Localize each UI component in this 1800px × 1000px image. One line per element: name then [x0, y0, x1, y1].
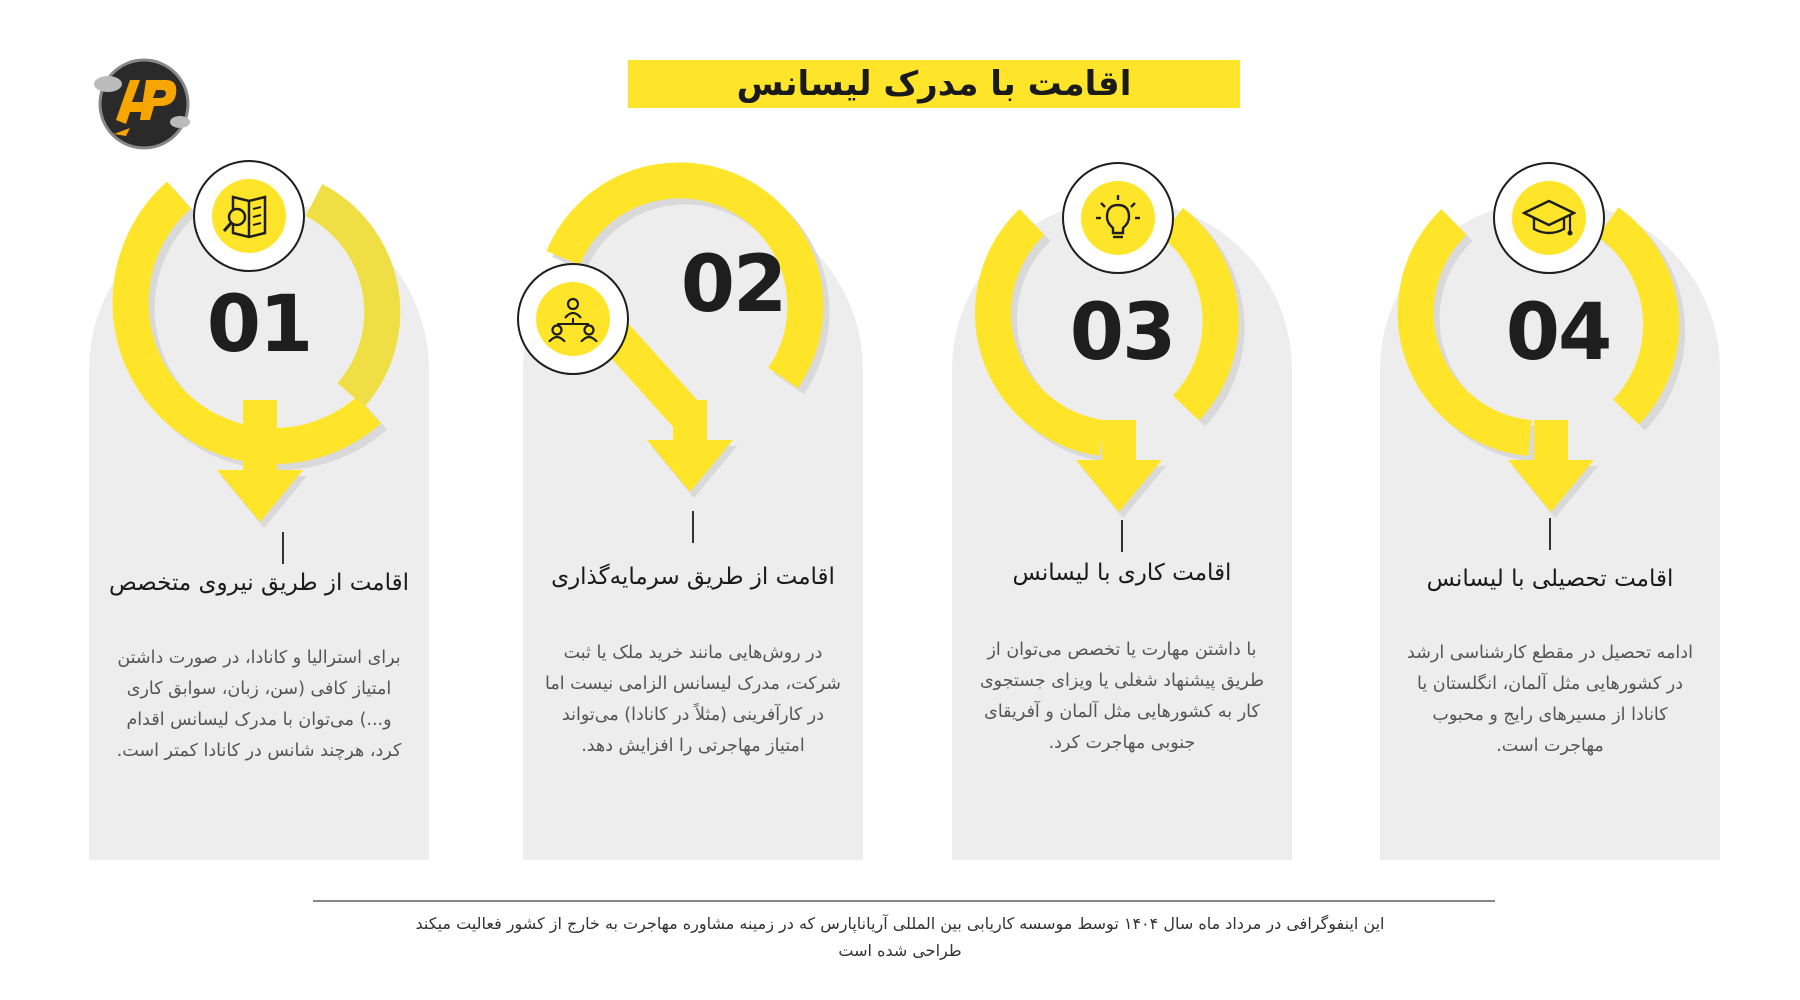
icon-badge [1493, 162, 1605, 274]
icon-badge [517, 263, 629, 375]
step-description: با داشتن مهارت یا تخصص می‌توان از طریق پیشنهاد شغلی یا ویزای جستجوی کار به کشورهایی مثل آلمان و آفریقای جنوبی مهاجرت کرد. [979, 640, 1265, 753]
step-number: 03 [1069, 288, 1175, 378]
step-card-03 [952, 0, 1292, 860]
icon-badge [193, 160, 305, 272]
team-network-icon [545, 296, 601, 342]
step-description: ادامه تحصیل در مقطع کارشناسی ارشد در کشورهایی مثل آلمان، انگلستان یا کانادا از مسیرهای رایج و محبوب مهاجرت است. [1407, 643, 1693, 756]
step-description: برای استرالیا و کانادا، در صورت داشتن امتیاز کافی (سن، زبان، سوابق کاری و...) می‌توان با مدرک لیسانس اقدام کرد، هرچند شانس در کانادا کمتر است. [116, 648, 402, 761]
step-description: در روش‌هایی مانند خرید ملک یا ثبت شرکت، مدرک لیسانس الزامی نیست اما در کارآفرینی (مثلاً در کانادا) می‌تواند امتیاز مهاجرتی را افزایش دهد. [545, 643, 841, 756]
step-card-01 [89, 0, 429, 860]
step-heading: اقامت از طریق نیروی متخصص [109, 570, 409, 596]
step-heading: اقامت تحصیلی با لیسانس [1426, 566, 1674, 592]
connector-line [282, 532, 284, 564]
page-title: اقامت با مدرک لیسانس [736, 64, 1132, 104]
icon-badge [1062, 162, 1174, 274]
step-number: 01 [206, 280, 312, 370]
step-heading: اقامت از طریق سرمایه‌گذاری [551, 564, 835, 590]
step-card-02 [523, 0, 863, 860]
connector-line [1121, 520, 1123, 552]
footer-credit: این اینفوگرافی در مرداد ماه سال ۱۴۰۴ توسط موسسه کاریابی بین المللی آریاناپارس که در زمینه مشاوره مهاجرت به خارج از کشور فعالیت میکند طراحی شده است [415, 914, 1385, 960]
connector-line [1549, 518, 1551, 550]
footer-divider [313, 900, 1495, 902]
connector-line [692, 511, 694, 543]
lightbulb-icon [1093, 193, 1143, 243]
step-heading: اقامت کاری با لیسانس [1012, 560, 1232, 586]
graduation-cap-icon [1522, 195, 1576, 241]
book-search-icon [221, 193, 277, 239]
step-number: 04 [1505, 288, 1611, 378]
step-number: 02 [680, 240, 786, 330]
step-card-04 [1380, 0, 1720, 860]
